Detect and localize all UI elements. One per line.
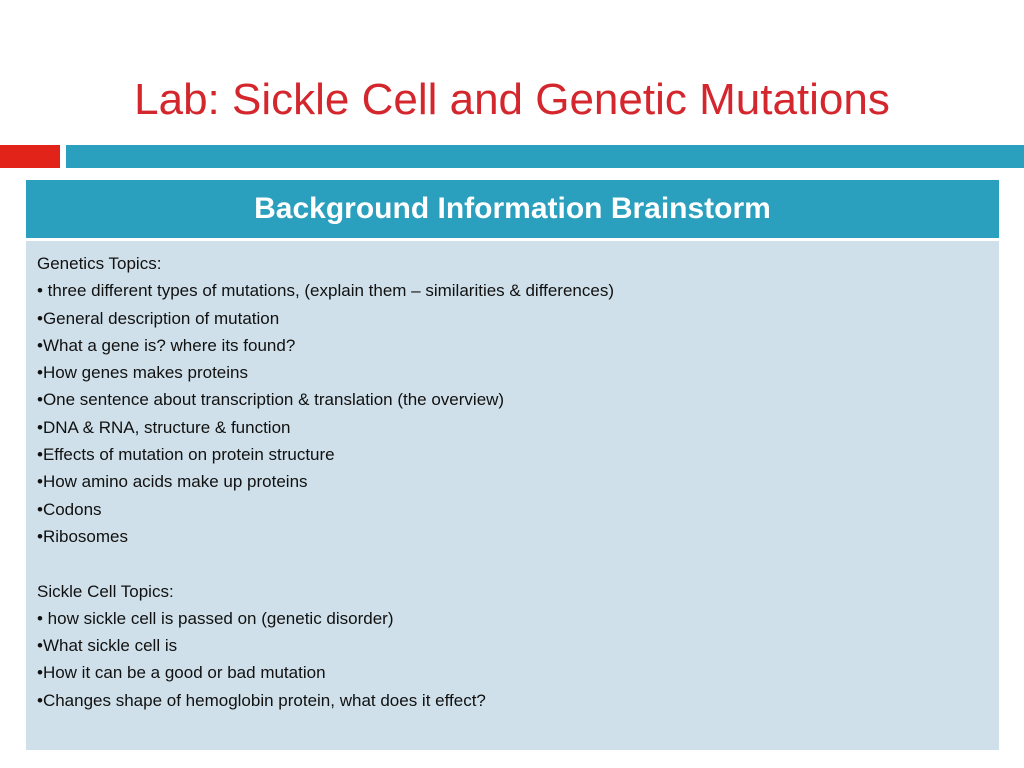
slide-title: Lab: Sickle Cell and Genetic Mutations	[134, 75, 890, 124]
brainstorm-table	[26, 180, 999, 750]
sickle-cell-topics-heading: Sickle Cell Topics:	[37, 581, 174, 601]
sickle-item: •Changes shape of hemoglobin protein, what does it effect?	[37, 690, 486, 710]
genetics-item: •How genes makes proteins	[37, 363, 248, 383]
table-header: Background Information Brainstorm	[26, 180, 999, 241]
genetics-item: • three different types of mutations, (explain them – similarities & differences)	[37, 281, 614, 301]
genetics-item: •General description of mutation	[37, 308, 280, 328]
title-rule-red	[0, 145, 60, 168]
genetics-item: •How amino acids make up proteins	[37, 472, 308, 492]
genetics-item: •DNA & RNA, structure & function	[37, 417, 291, 437]
genetics-item: •Ribosomes	[37, 526, 128, 546]
genetics-item: •One sentence about transcription & translation (the overview)	[37, 390, 505, 410]
genetics-item: •What a gene is? where its found?	[37, 335, 296, 355]
sickle-item: •What sickle cell is	[37, 636, 178, 656]
genetics-item: •Effects of mutation on protein structure	[37, 445, 335, 465]
title-rule-teal	[66, 145, 1024, 168]
blank-line	[37, 550, 988, 577]
table-body	[26, 241, 999, 714]
genetics-topics-heading: Genetics Topics:	[37, 254, 162, 273]
sickle-item: •How it can be a good or bad mutation	[37, 663, 326, 683]
sickle-item: • how sickle cell is passed on (genetic disorder)	[37, 608, 394, 628]
genetics-item: •Codons	[37, 499, 102, 519]
